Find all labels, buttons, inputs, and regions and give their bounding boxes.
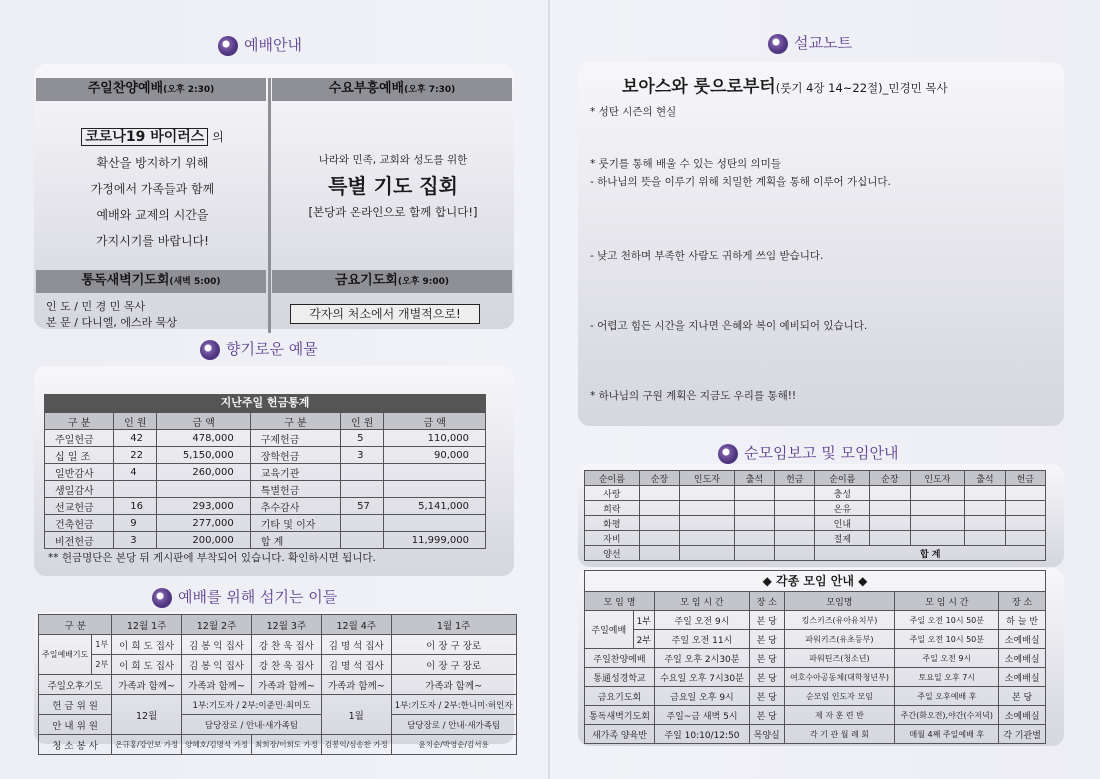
- report-cell: [734, 516, 774, 531]
- wed-worship-header: [272, 78, 512, 101]
- servers-header-cell: 구 분: [39, 615, 112, 635]
- offering-cell: 478,000: [157, 430, 250, 447]
- jan-label: 1월: [321, 695, 391, 735]
- server-cell: 이 장 구 장로: [391, 655, 516, 675]
- covid-line1: [40, 124, 265, 150]
- report-cell: [775, 486, 815, 501]
- offering-cell: [341, 481, 384, 498]
- group-name: 화평: [585, 516, 640, 531]
- offering-cell: 건축헌금: [45, 515, 114, 532]
- sermon-heading: [622, 72, 948, 97]
- offering-cell: [157, 481, 250, 498]
- offering-row: [45, 464, 486, 481]
- server-cell: 이 희 도 집사: [112, 655, 182, 675]
- covid-line5: 가지시기를 바랍니다!: [96, 234, 209, 248]
- offering-section-title: [200, 338, 318, 360]
- offering-cell: 90,000: [384, 447, 486, 464]
- offering-cell: 293,000: [157, 498, 250, 515]
- dec-guide-team: 담당장로 / 안내·새가족팀: [182, 715, 322, 735]
- meeting-name: 주일예배: [585, 611, 634, 649]
- church-logo-icon: [768, 34, 788, 54]
- report-section-label: 순모임보고 및 모임안내: [744, 444, 899, 462]
- report-cell: [639, 501, 679, 516]
- offering-cell: 16: [114, 498, 157, 515]
- offering-cell: 9: [114, 515, 157, 532]
- offering-row: [45, 430, 486, 447]
- offering-cell: [384, 481, 486, 498]
- report-cell: [965, 501, 1005, 516]
- offering-cell: 주일헌금: [45, 430, 114, 447]
- sermon-line: - 낮고 천하며 부족한 사람도 귀하게 쓰임 받습니다.: [590, 250, 824, 262]
- fold-line: [548, 0, 550, 779]
- meeting-cell: 주일 오전 10시 50분: [895, 630, 999, 649]
- meeting-row: [585, 725, 1046, 744]
- church-logo-icon: [152, 588, 172, 608]
- meeting-cell: 금요일 오후 9시: [654, 687, 749, 706]
- servers-header-cell: 12월 1주: [112, 615, 182, 635]
- report-header-cell: 출석: [734, 471, 774, 486]
- report-cell: [639, 546, 679, 561]
- servers-section-title: [152, 586, 337, 608]
- meetings-header-cell: 모 임 명: [585, 592, 655, 611]
- offering-table: [44, 412, 486, 549]
- server-cell: 가족과 함께~: [321, 675, 391, 695]
- offering-cell: 교육기관: [250, 464, 340, 481]
- meeting-cell: 킹스키즈(유아유치부): [784, 611, 895, 630]
- server-cell: 가족과 함께~: [391, 675, 516, 695]
- dec-money-team: 1부:기도자 / 2부:이준민·최미도: [182, 695, 322, 715]
- meeting-cell: 소예배실: [999, 630, 1046, 649]
- report-cell: [680, 546, 735, 561]
- meetings-header-cell: 장 소: [999, 592, 1046, 611]
- meeting-cell: 제 자 훈 련 반: [784, 706, 895, 725]
- group-name: 자비: [585, 531, 640, 546]
- offering-header-cell: 인 원: [114, 413, 157, 430]
- offering-cell: 특별헌금: [250, 481, 340, 498]
- meeting-cell: 주일 오전 9시: [895, 649, 999, 668]
- group-name: 절제: [815, 531, 870, 546]
- cleaning-label: 청 소 봉 사: [39, 735, 112, 755]
- sermon-line: - 하나님의 뜻을 이루기 위해 치밀한 계획을 통해 이루어 가십니다.: [590, 176, 891, 188]
- report-header-cell: 순이름: [815, 471, 870, 486]
- meeting-cell: 하 늘 반: [999, 611, 1046, 630]
- meeting-cell: 주일 오후예배 후: [895, 687, 999, 706]
- report-row: [585, 501, 1046, 516]
- church-logo-icon: [718, 444, 738, 464]
- report-header-cell: 헌금: [1005, 471, 1045, 486]
- offering-cell: 장학헌금: [250, 447, 340, 464]
- report-cell: [910, 486, 965, 501]
- meetings-table: [584, 591, 1046, 744]
- report-cell: [1005, 501, 1045, 516]
- offering-cell: 십 일 조: [45, 447, 114, 464]
- cleaning-cell: 최희장/이희도 가정: [251, 735, 321, 755]
- report-cell: [680, 501, 735, 516]
- offering-cell: 3: [341, 447, 384, 464]
- offering-cell: [341, 515, 384, 532]
- offering-cell: 260,000: [157, 464, 250, 481]
- server-cell: 김 봉 익 집사: [182, 655, 252, 675]
- offering-cell: 11,999,000: [384, 532, 486, 549]
- report-cell: [1005, 531, 1045, 546]
- meeting-name: 금요기도회: [585, 687, 655, 706]
- cleaning-cell: 양혜호/김명석 가정: [182, 735, 252, 755]
- meeting-name: 통독새벽기도회: [585, 706, 655, 725]
- offering-cell: 선교헌금: [45, 498, 114, 515]
- church-logo-icon: [200, 340, 220, 360]
- sermon-line: * 하나님의 구원 계획은 지금도 우리를 통해!!: [590, 390, 797, 402]
- meeting-cell: 본 당: [749, 630, 784, 649]
- offering-header-cell: 구 분: [45, 413, 114, 430]
- report-header-cell: 순장: [870, 471, 910, 486]
- group-name: 양선: [585, 546, 640, 561]
- server-cell: 이 희 도 집사: [112, 635, 182, 655]
- meetings-header-cell: 모 임 시 간: [654, 592, 749, 611]
- friday-prayer-title: 금요기도회: [335, 273, 398, 288]
- server-cell: 이 장 구 장로: [391, 635, 516, 655]
- offering-cell: [384, 515, 486, 532]
- sermon-section-label: 설교노트: [794, 34, 852, 52]
- meeting-cell: 본 당: [749, 649, 784, 668]
- wed-worship-time: (오후 7:30): [404, 85, 456, 95]
- report-cell: [680, 516, 735, 531]
- sermon-line: * 성탄 시즌의 현실: [590, 106, 677, 118]
- offering-row: [45, 498, 486, 515]
- offering-cell: 기타 및 이자: [250, 515, 340, 532]
- guide-team-label: 안 내 위 원: [39, 715, 112, 735]
- report-header-cell: 인도자: [910, 471, 965, 486]
- offering-cell: 5,141,000: [384, 498, 486, 515]
- wed-online: [본당과 온라인으로 함께 합니다!]: [308, 205, 478, 219]
- wed-worship-title: 수요부흥예배: [328, 81, 405, 96]
- jan-guide-team: 담당장로 / 안내·새가족팀: [391, 715, 516, 735]
- afternoon-prayer-label: 주일오후기도: [39, 675, 112, 695]
- meetings-title: ◆ 각종 모임 안내 ◆: [584, 570, 1046, 591]
- servers-header-cell: 12월 3주: [251, 615, 321, 635]
- server-cell: 가족과 함께~: [112, 675, 182, 695]
- cleaning-cell: 온규홍/강인보 가정: [112, 735, 182, 755]
- dawn-prayer-title: 통독새벽기도회: [81, 273, 170, 288]
- offering-cell: 200,000: [157, 532, 250, 549]
- server-cell: 김 봉 익 집사: [182, 635, 252, 655]
- meeting-cell: 주일 오후 2시30분: [654, 649, 749, 668]
- report-cell: [734, 486, 774, 501]
- offering-header-cell: 금 액: [157, 413, 250, 430]
- dawn-prayer-time: (새벽 5:00): [169, 277, 221, 287]
- offering-note: ** 헌금명단은 본당 뒤 게시판에 부착되어 있습니다. 확인하시면 됩니다.: [48, 552, 376, 564]
- meeting-name: 주일찬양예배: [585, 649, 655, 668]
- offering-cell: [341, 532, 384, 549]
- server-cell: 김 명 석 집사: [321, 655, 391, 675]
- church-logo-icon: [218, 36, 238, 56]
- worship-section-label: 예배안내: [244, 36, 302, 54]
- meeting-row: [585, 630, 1046, 649]
- meeting-row: [585, 668, 1046, 687]
- service-part-1: 1부: [92, 635, 112, 655]
- meeting-cell: 주일 오전 9시: [654, 611, 749, 630]
- report-header-cell: 인도자: [680, 471, 735, 486]
- group-name: 사랑: [585, 486, 640, 501]
- report-cell: [870, 486, 910, 501]
- group-name: 온유: [815, 501, 870, 516]
- meeting-cell: 순모임 인도자 모임: [784, 687, 895, 706]
- offering-row: [45, 532, 486, 549]
- offering-cell: [341, 464, 384, 481]
- offering-cell: 110,000: [384, 430, 486, 447]
- offering-cell: 합 계: [250, 532, 340, 549]
- meeting-part: 1부: [633, 611, 654, 630]
- offering-cell: 4: [114, 464, 157, 481]
- meeting-cell: 파워키즈(유초등부): [784, 630, 895, 649]
- report-row: [585, 486, 1046, 501]
- meeting-row: [585, 611, 1046, 630]
- sermon-reference: (룻기 4장 14~22절)_민경민 목사: [775, 81, 948, 95]
- meeting-cell: 주간(화오전),야간(수저녁): [895, 706, 999, 725]
- meeting-cell: 주일 오전 10시 50분: [895, 611, 999, 630]
- servers-header-cell: 1월 1주: [391, 615, 516, 635]
- meeting-cell: 여호수아공동체(대학청년부): [784, 668, 895, 687]
- report-cell: [680, 486, 735, 501]
- offering-cell: 42: [114, 430, 157, 447]
- sermon-section-title: [768, 32, 852, 54]
- report-cell: [680, 531, 735, 546]
- sunday-prayer-label: 주일예배기도: [39, 635, 92, 675]
- meeting-cell: 본 당: [999, 687, 1046, 706]
- report-cell: [639, 486, 679, 501]
- meetings-header-cell: 모임명: [784, 592, 895, 611]
- sermon-line: - 어렵고 힘든 시간을 지나면 은혜와 복이 예비되어 있습니다.: [590, 320, 868, 332]
- offering-cell: 3: [114, 532, 157, 549]
- servers-header-cell: 12월 2주: [182, 615, 252, 635]
- offering-cell: 추수감사: [250, 498, 340, 515]
- server-cell: 가족과 함께~: [182, 675, 252, 695]
- offering-header-cell: 인 원: [341, 413, 384, 430]
- worship-section-title: [218, 34, 302, 56]
- group-name: 희락: [585, 501, 640, 516]
- report-cell: [775, 531, 815, 546]
- sunday-worship-header: [36, 78, 266, 101]
- meeting-name: 새가족 양육반: [585, 725, 655, 744]
- sermon-line: * 룻기를 통해 배울 수 있는 성탄의 의미들: [590, 158, 781, 170]
- offering-cell: 5: [341, 430, 384, 447]
- offering-cell: 5,150,000: [157, 447, 250, 464]
- meeting-cell: 소예배실: [999, 649, 1046, 668]
- meeting-cell: 본 당: [749, 668, 784, 687]
- worship-divider: [268, 78, 271, 333]
- server-cell: 강 찬 욱 집사: [251, 655, 321, 675]
- report-cell: [870, 516, 910, 531]
- report-header-cell: 헌금: [775, 471, 815, 486]
- report-table: [584, 470, 1046, 561]
- report-row: [585, 516, 1046, 531]
- report-header-cell: 출석: [965, 471, 1005, 486]
- service-part-2: 2부: [92, 655, 112, 675]
- offering-stats: [44, 394, 486, 549]
- covid-line2: 확산을 방지하기 위해: [96, 156, 209, 170]
- meetings-table-wrap: [584, 570, 1046, 744]
- offering-cell: [384, 464, 486, 481]
- offering-row: [45, 447, 486, 464]
- meeting-cell: 본 당: [749, 706, 784, 725]
- wed-main: 특별 기도 집회: [328, 174, 458, 198]
- report-cell: [965, 531, 1005, 546]
- meeting-cell: 각 기관별: [999, 725, 1046, 744]
- dawn-prayer-header: [36, 270, 266, 293]
- report-cell: [775, 501, 815, 516]
- offering-header-cell: 구 분: [250, 413, 340, 430]
- meeting-cell: 각 기 관 월 례 회: [784, 725, 895, 744]
- friday-note: 각자의 처소에서 개별적으로!: [290, 304, 480, 324]
- report-cell: [1005, 486, 1045, 501]
- offering-cell: 22: [114, 447, 157, 464]
- offering-title: 지난주일 헌금통계: [44, 394, 486, 412]
- servers-header-cell: 12월 4주: [321, 615, 391, 635]
- covid-notice: [40, 124, 265, 254]
- meeting-cell: 목양실: [749, 725, 784, 744]
- report-cell: [775, 516, 815, 531]
- meeting-cell: 본 당: [749, 611, 784, 630]
- meeting-part: 2부: [633, 630, 654, 649]
- offering-header-cell: 금 액: [384, 413, 486, 430]
- friday-prayer-time: (오후 9:00): [397, 277, 449, 287]
- report-cell: [965, 486, 1005, 501]
- dec-label: 12월: [112, 695, 182, 735]
- meeting-cell: 토요일 오후 7시: [895, 668, 999, 687]
- meeting-cell: 소예배실: [999, 668, 1046, 687]
- meetings-header-cell: 장 소: [749, 592, 784, 611]
- offering-cell: [114, 481, 157, 498]
- offering-row: [45, 481, 486, 498]
- jan-money-team: 1부:기도자 / 2부:한니미·허인자: [391, 695, 516, 715]
- sermon-title: 보아스와 룻으로부터: [622, 77, 776, 97]
- offering-cell: 57: [341, 498, 384, 515]
- report-cell: [639, 531, 679, 546]
- meeting-cell: 매월 4째 주일예배 후: [895, 725, 999, 744]
- report-cell: [870, 531, 910, 546]
- offering-cell: 생일감사: [45, 481, 114, 498]
- report-row: [585, 531, 1046, 546]
- offering-section-label: 향기로운 예물: [226, 340, 318, 358]
- report-cell: [1005, 516, 1045, 531]
- server-cell: 김 명 석 집사: [321, 635, 391, 655]
- meeting-cell: 소예배실: [999, 706, 1046, 725]
- offering-cell: 277,000: [157, 515, 250, 532]
- offering-cell: 구제헌금: [250, 430, 340, 447]
- report-cell: [734, 531, 774, 546]
- report-cell: [734, 546, 774, 561]
- report-header-cell: 순이름: [585, 471, 640, 486]
- report-header-cell: 순장: [639, 471, 679, 486]
- meeting-row: [585, 649, 1046, 668]
- report-cell: [870, 501, 910, 516]
- group-name: 인내: [815, 516, 870, 531]
- report-cell: [775, 546, 815, 561]
- report-total-label: 합 계: [815, 546, 1046, 561]
- group-name: 충성: [815, 486, 870, 501]
- meeting-cell: 주일 10:10/12:50: [654, 725, 749, 744]
- wed-sub: 나라와 민족, 교회와 성도를 위한: [318, 154, 468, 166]
- sunday-worship-time: (오후 2:30): [163, 85, 215, 95]
- covid-line4: 예배와 교제의 시간을: [96, 208, 209, 222]
- covid-suffix: 의: [212, 130, 224, 144]
- offering-cell: 일반감사: [45, 464, 114, 481]
- meeting-name: 통通성경학교: [585, 668, 655, 687]
- report-cell: [910, 501, 965, 516]
- meeting-cell: 수요일 오후 7시30분: [654, 668, 749, 687]
- offering-cell: 비전헌금: [45, 532, 114, 549]
- sunday-worship-title: 주일찬양예배: [87, 81, 164, 96]
- cleaning-cell: 윤치순/박영순/김서용: [391, 735, 516, 755]
- offering-team-label: 헌 금 위 원: [39, 695, 112, 715]
- server-cell: 강 찬 욱 집사: [251, 635, 321, 655]
- servers-section-label: 예배를 위해 섬기는 이들: [178, 588, 338, 606]
- report-cell: [734, 501, 774, 516]
- server-cell: 가족과 함께~: [251, 675, 321, 695]
- cleaning-cell: 김봉익/심송찬 가정: [321, 735, 391, 755]
- covid-keyword: 코로나19 바이러스: [81, 128, 208, 146]
- meeting-cell: 주일 오전 11시: [654, 630, 749, 649]
- meeting-cell: 본 당: [749, 687, 784, 706]
- offering-row: [45, 515, 486, 532]
- report-cell: [639, 516, 679, 531]
- scripture-line: 본 문 / 다니엘, 에스라 묵상: [46, 316, 177, 329]
- servers-table: [38, 614, 517, 755]
- meeting-cell: 파워틴즈(청소년): [784, 649, 895, 668]
- meeting-row: [585, 706, 1046, 725]
- leader-line: 인 도 / 민 경 민 목사: [46, 300, 146, 313]
- report-row: [585, 546, 1046, 561]
- meeting-cell: 주일~금 새벽 5시: [654, 706, 749, 725]
- meeting-row: [585, 687, 1046, 706]
- report-section-title: [718, 442, 898, 464]
- report-cell: [910, 531, 965, 546]
- covid-line3: 가정에서 가족들과 함께: [90, 182, 215, 196]
- report-cell: [910, 516, 965, 531]
- report-cell: [965, 516, 1005, 531]
- friday-prayer-header: [272, 270, 512, 293]
- meetings-header-cell: 모 임 시 간: [895, 592, 999, 611]
